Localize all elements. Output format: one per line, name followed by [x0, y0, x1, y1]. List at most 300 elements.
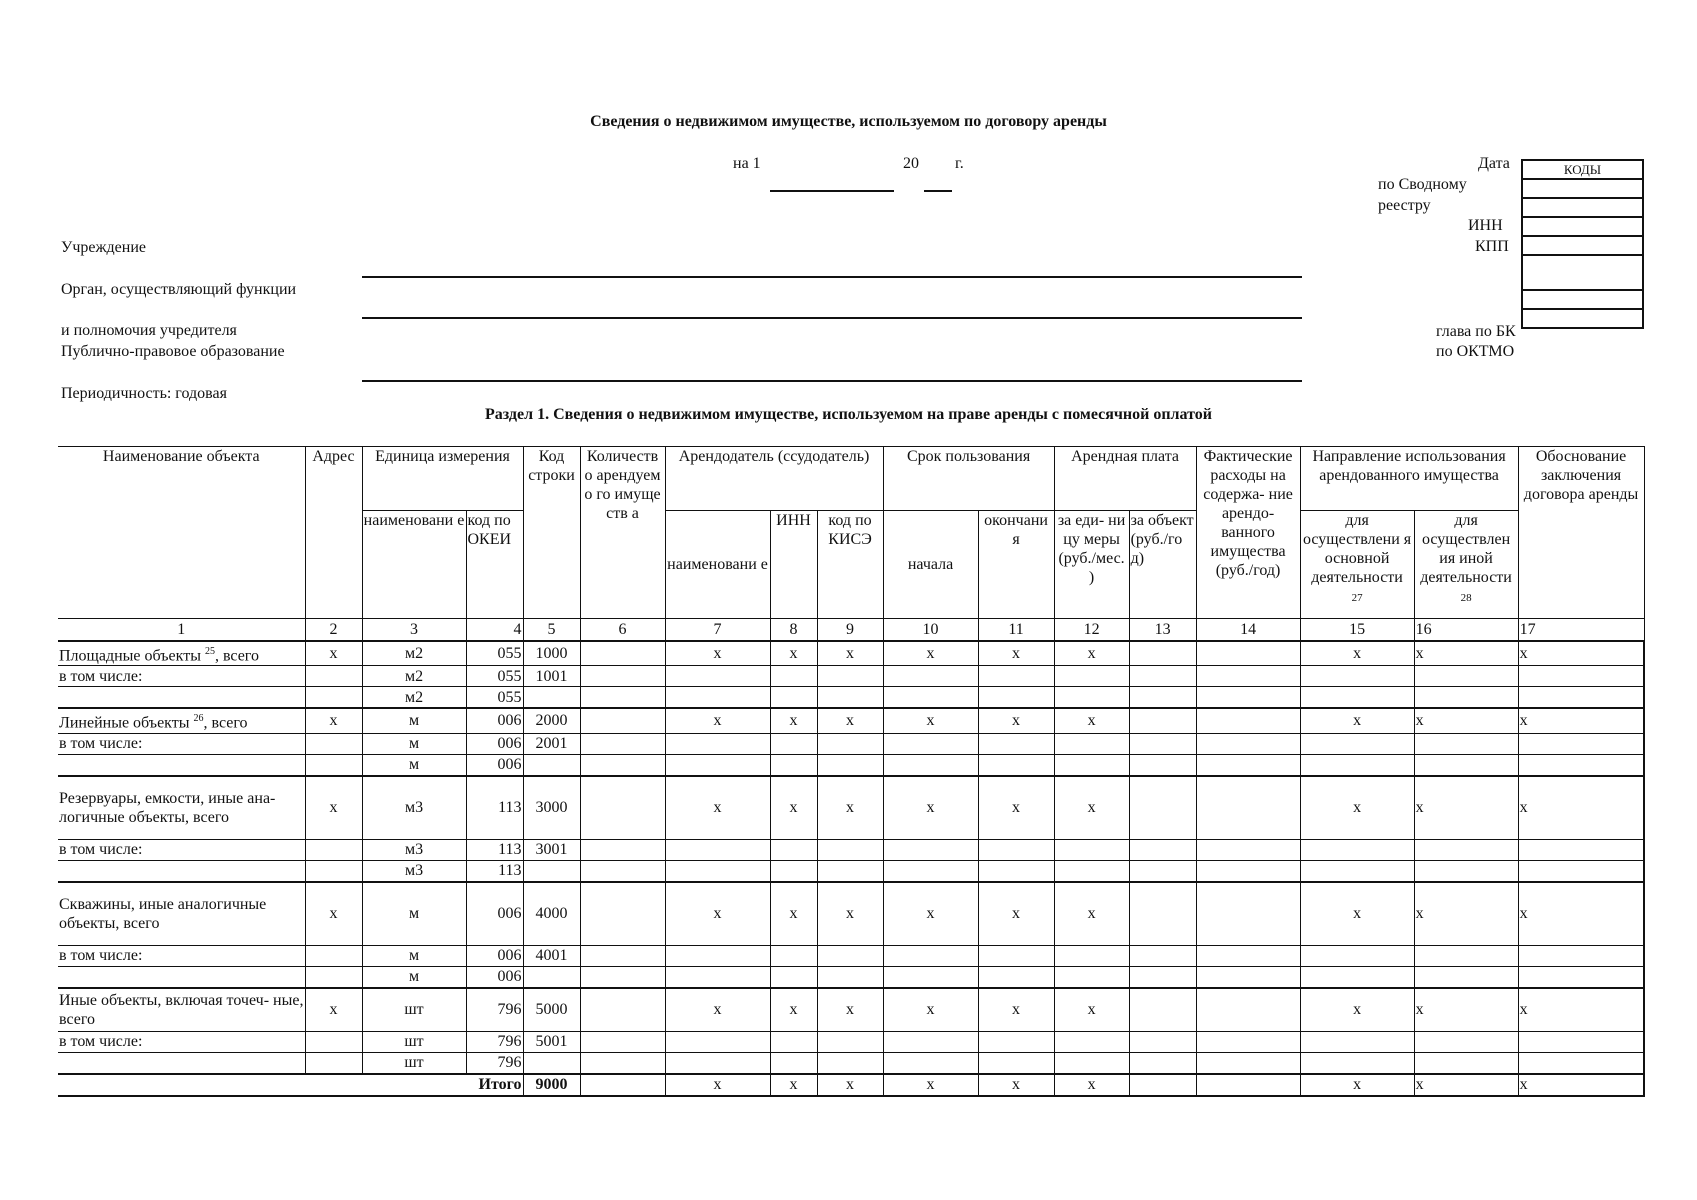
table-cell[interactable] — [1196, 666, 1300, 687]
table-cell[interactable] — [1054, 666, 1129, 687]
table-cell: 113 — [466, 776, 523, 840]
object-name-text: в том числе: — [59, 667, 143, 685]
column-number: 11 — [978, 619, 1054, 642]
hdr-unit-name: наименовани е — [362, 511, 466, 619]
table-cell[interactable] — [883, 754, 978, 776]
table-cell[interactable] — [883, 860, 978, 882]
date-day-line[interactable] — [770, 190, 894, 192]
hdr-lessor-inn: ИНН — [770, 511, 817, 619]
table-cell[interactable] — [817, 666, 883, 687]
table-cell[interactable] — [1414, 1052, 1518, 1074]
table-cell[interactable] — [817, 945, 883, 966]
code-date[interactable] — [1522, 179, 1643, 198]
table-cell: x — [770, 988, 817, 1032]
table-cell[interactable] — [1518, 666, 1644, 687]
table-cell — [523, 966, 580, 988]
table-cell — [523, 860, 580, 882]
table-cell: м — [362, 945, 466, 966]
table-cell[interactable] — [770, 945, 817, 966]
table-cell: x — [1414, 776, 1518, 840]
table-cell[interactable] — [883, 1031, 978, 1052]
table-cell[interactable] — [580, 882, 665, 946]
table-cell[interactable] — [1196, 839, 1300, 860]
table-cell: 4001 — [523, 945, 580, 966]
object-name-text: в том числе: — [59, 841, 143, 859]
table-cell: x — [665, 988, 770, 1032]
table-cell[interactable] — [580, 666, 665, 687]
table-cell[interactable] — [1129, 860, 1196, 882]
table-cell[interactable] — [580, 966, 665, 988]
table-cell[interactable] — [1518, 860, 1644, 882]
table-cell[interactable] — [665, 839, 770, 860]
table-cell[interactable] — [817, 1052, 883, 1074]
table-cell[interactable] — [1414, 666, 1518, 687]
column-number: 17 — [1518, 619, 1644, 642]
total-row — [58, 1074, 1644, 1096]
table-cell: x — [770, 641, 817, 666]
table-cell[interactable] — [1129, 776, 1196, 840]
table-cell — [305, 1052, 362, 1074]
table-cell[interactable] — [580, 776, 665, 840]
table-cell[interactable] — [883, 1052, 978, 1074]
total-x: x — [1414, 1074, 1518, 1096]
institution-line[interactable] — [362, 276, 1302, 278]
total-code: 9000 — [523, 1074, 580, 1096]
total-x: x — [978, 1074, 1054, 1096]
total-x: x — [665, 1074, 770, 1096]
table-cell[interactable] — [978, 839, 1054, 860]
table-cell[interactable] — [770, 666, 817, 687]
table-cell: 796 — [466, 1031, 523, 1052]
table-cell[interactable] — [770, 860, 817, 882]
table-cell[interactable] — [1129, 945, 1196, 966]
table-cell: 006 — [466, 708, 523, 733]
table-cell[interactable] — [1300, 733, 1414, 754]
table-cell[interactable] — [978, 733, 1054, 754]
table-cell[interactable] — [665, 966, 770, 988]
column-number: 7 — [665, 619, 770, 642]
table-cell: 113 — [466, 839, 523, 860]
table-cell[interactable] — [770, 839, 817, 860]
table-cell[interactable] — [580, 754, 665, 776]
table-cell: 1001 — [523, 666, 580, 687]
label-glava: глава по БК — [1436, 323, 1516, 340]
table-cell: x — [817, 882, 883, 946]
table-cell: x — [883, 776, 978, 840]
table-cell[interactable] — [1054, 966, 1129, 988]
table-cell: x — [1054, 776, 1129, 840]
table-cell[interactable] — [1518, 754, 1644, 776]
object-name — [58, 708, 305, 733]
code-kpp[interactable] — [1522, 236, 1643, 255]
table-cell: 2000 — [523, 708, 580, 733]
object-name-tail: , всего — [214, 647, 259, 665]
hdr-lessor: Арендодатель (ссудодатель) — [665, 447, 883, 511]
table-cell[interactable] — [1300, 945, 1414, 966]
object-name-text: Иные объекты, включая точеч- ные, всего — [59, 991, 304, 1028]
footnote-28: 28 — [1460, 592, 1472, 604]
table-cell[interactable] — [1196, 882, 1300, 946]
table-cell: 3001 — [523, 839, 580, 860]
table-cell[interactable] — [978, 966, 1054, 988]
footnote-mark: 26 — [193, 713, 204, 725]
table-cell: 5001 — [523, 1031, 580, 1052]
code-glava[interactable] — [1522, 290, 1643, 309]
column-number: 4 — [466, 619, 523, 642]
field-institution: Учреждение — [61, 239, 146, 256]
table-cell[interactable] — [580, 988, 665, 1032]
table-cell[interactable] — [883, 966, 978, 988]
column-number: 6 — [580, 619, 665, 642]
column-numbers-row — [58, 619, 1644, 642]
table-cell[interactable] — [1414, 860, 1518, 882]
table-cell: 796 — [466, 988, 523, 1032]
table-cell[interactable] — [1054, 839, 1129, 860]
table-cell[interactable] — [1129, 733, 1196, 754]
table-cell[interactable] — [1300, 1052, 1414, 1074]
table-cell[interactable] — [1300, 687, 1414, 709]
table-row — [58, 860, 1644, 882]
table-cell: м3 — [362, 839, 466, 860]
table-cell[interactable] — [1518, 1052, 1644, 1074]
hdr-lessor-name: наименовани е — [665, 511, 770, 619]
table-cell: x — [1414, 641, 1518, 666]
table-cell[interactable] — [1129, 1052, 1196, 1074]
table-row — [58, 776, 1644, 840]
date-year-line[interactable] — [924, 190, 952, 192]
object-name — [58, 1052, 305, 1074]
table-cell: x — [1518, 708, 1644, 733]
table-cell[interactable] — [1054, 1052, 1129, 1074]
table-row — [58, 1031, 1644, 1052]
table-cell[interactable] — [1129, 839, 1196, 860]
table-cell: 006 — [466, 882, 523, 946]
table-cell: м — [362, 966, 466, 988]
table-cell[interactable] — [978, 1031, 1054, 1052]
table-cell: x — [883, 882, 978, 946]
hdr-rent-object: за объект (руб./го д) — [1129, 511, 1196, 619]
table-cell[interactable] — [1300, 966, 1414, 988]
table-cell[interactable] — [978, 687, 1054, 709]
table-cell[interactable] — [665, 666, 770, 687]
table-cell[interactable] — [1414, 687, 1518, 709]
label-kpp: КПП — [1475, 238, 1509, 255]
total-cell[interactable] — [1129, 1074, 1196, 1096]
object-name-text: в том числе: — [59, 947, 143, 965]
table-cell[interactable] — [1196, 754, 1300, 776]
table-cell[interactable] — [580, 945, 665, 966]
footnote-27: 27 — [1351, 592, 1363, 604]
object-name-text: Резервуары, емкости, иные ана- логичные объекты, всего — [59, 789, 276, 826]
table-cell: 3000 — [523, 776, 580, 840]
table-cell: шт — [362, 1031, 466, 1052]
table-cell[interactable] — [1129, 882, 1196, 946]
total-x: x — [1518, 1074, 1644, 1096]
table-cell: x — [978, 988, 1054, 1032]
table-cell: м — [362, 708, 466, 733]
table-cell[interactable] — [1414, 839, 1518, 860]
table-cell: x — [305, 708, 362, 733]
table-cell[interactable] — [1518, 1031, 1644, 1052]
column-number: 12 — [1054, 619, 1129, 642]
public-entity-line[interactable] — [362, 380, 1302, 382]
table-cell[interactable] — [1196, 966, 1300, 988]
table-cell[interactable] — [1300, 754, 1414, 776]
table-row — [58, 988, 1644, 1032]
table-cell: x — [305, 641, 362, 666]
table-cell[interactable] — [1300, 860, 1414, 882]
table-cell: x — [1054, 988, 1129, 1032]
table-cell: x — [1518, 882, 1644, 946]
object-name — [58, 966, 305, 988]
table-cell: x — [665, 776, 770, 840]
table-cell[interactable] — [770, 966, 817, 988]
table-cell[interactable] — [817, 860, 883, 882]
table-cell — [305, 1031, 362, 1052]
table-cell[interactable] — [580, 1031, 665, 1052]
table-cell[interactable] — [1054, 860, 1129, 882]
codes-header: КОДЫ — [1522, 160, 1643, 179]
table-cell[interactable] — [1300, 839, 1414, 860]
hdr-dir-main — [1300, 511, 1414, 619]
table-cell[interactable] — [883, 733, 978, 754]
table-cell[interactable] — [1196, 641, 1300, 666]
table-cell[interactable] — [817, 733, 883, 754]
table-cell: x — [1300, 708, 1414, 733]
table-row — [58, 733, 1644, 754]
table-cell[interactable] — [978, 1052, 1054, 1074]
table-cell: x — [665, 641, 770, 666]
table-cell[interactable] — [1196, 988, 1300, 1032]
object-name-text: Линейные объекты — [59, 714, 190, 732]
table-cell[interactable] — [817, 687, 883, 709]
code-inn[interactable] — [1522, 217, 1643, 236]
table-cell[interactable] — [1054, 1031, 1129, 1052]
table-cell: x — [1054, 708, 1129, 733]
table-cell[interactable] — [1196, 776, 1300, 840]
table-cell[interactable] — [1300, 666, 1414, 687]
table-cell: м — [362, 882, 466, 946]
object-name — [58, 776, 305, 840]
table-cell[interactable] — [1414, 754, 1518, 776]
table-row — [58, 966, 1644, 988]
hdr-dir-other-text: для осуществлен ия иной деятельности — [1420, 512, 1512, 586]
total-cell[interactable] — [580, 1074, 665, 1096]
column-number: 14 — [1196, 619, 1300, 642]
table-cell[interactable] — [817, 1031, 883, 1052]
table-cell: x — [665, 708, 770, 733]
table-cell: м2 — [362, 666, 466, 687]
table-cell[interactable] — [770, 687, 817, 709]
code-organ[interactable] — [1522, 255, 1643, 290]
table-cell: x — [1414, 988, 1518, 1032]
table-cell[interactable] — [1300, 1031, 1414, 1052]
table-cell: 006 — [466, 945, 523, 966]
table-cell[interactable] — [665, 1031, 770, 1052]
table-cell: x — [883, 708, 978, 733]
table-cell[interactable] — [770, 1052, 817, 1074]
table-cell: x — [1518, 641, 1644, 666]
hdr-term-end: окончани я — [978, 511, 1054, 619]
hdr-code-line: Код строки — [523, 447, 580, 619]
table-cell: x — [978, 882, 1054, 946]
table-cell[interactable] — [580, 641, 665, 666]
object-name — [58, 945, 305, 966]
code-svod[interactable] — [1522, 198, 1643, 217]
table-cell: x — [978, 776, 1054, 840]
code-oktmo[interactable] — [1522, 309, 1643, 328]
object-name-text: Площадные объекты — [59, 647, 201, 665]
table-cell[interactable] — [1196, 860, 1300, 882]
table-cell: шт — [362, 1052, 466, 1074]
object-name-text: Скважины, иные аналогичные объекты, всего — [59, 895, 267, 932]
field-organ-1: Орган, осуществляющий функции — [61, 281, 297, 298]
table-cell[interactable] — [978, 754, 1054, 776]
table-cell[interactable] — [883, 839, 978, 860]
table-cell[interactable] — [1129, 754, 1196, 776]
table-cell[interactable] — [1414, 1031, 1518, 1052]
table-cell: x — [770, 708, 817, 733]
table-cell[interactable] — [883, 687, 978, 709]
total-label: Итого — [58, 1074, 523, 1096]
table-cell[interactable] — [1129, 1031, 1196, 1052]
table-cell[interactable] — [665, 754, 770, 776]
table-cell[interactable] — [1196, 1052, 1300, 1074]
table-cell: x — [1300, 776, 1414, 840]
table-cell[interactable] — [1414, 733, 1518, 754]
table-cell[interactable] — [580, 687, 665, 709]
rent-table — [58, 446, 1645, 1097]
table-cell[interactable] — [1196, 687, 1300, 709]
object-name — [58, 641, 305, 666]
table-cell[interactable] — [1129, 966, 1196, 988]
table-cell[interactable] — [665, 733, 770, 754]
table-cell — [305, 839, 362, 860]
table-cell[interactable] — [1518, 966, 1644, 988]
table-cell[interactable] — [1054, 687, 1129, 709]
table-cell[interactable] — [817, 839, 883, 860]
table-cell: x — [1300, 988, 1414, 1032]
date-year-suffix: г. — [955, 155, 964, 172]
total-x: x — [770, 1074, 817, 1096]
table-cell[interactable] — [883, 666, 978, 687]
table-cell[interactable] — [580, 839, 665, 860]
table-cell[interactable] — [1196, 708, 1300, 733]
total-x: x — [1054, 1074, 1129, 1096]
object-name — [58, 882, 305, 946]
table-cell: x — [883, 988, 978, 1032]
field-public-entity: Публично-правовое образование — [61, 343, 285, 360]
table-cell[interactable] — [580, 708, 665, 733]
label-svod-2: реестру — [1378, 197, 1431, 214]
table-cell: м2 — [362, 687, 466, 709]
table-cell[interactable] — [978, 860, 1054, 882]
table-cell[interactable] — [1054, 733, 1129, 754]
footnote-mark: 25 — [204, 646, 215, 657]
table-cell[interactable] — [1054, 945, 1129, 966]
table-cell[interactable] — [1129, 708, 1196, 733]
table-cell: 055 — [466, 687, 523, 709]
table-cell[interactable] — [1414, 966, 1518, 988]
table-cell — [523, 687, 580, 709]
table-cell[interactable] — [665, 1052, 770, 1074]
table-cell[interactable] — [665, 687, 770, 709]
table-cell: 006 — [466, 754, 523, 776]
table-cell: x — [305, 776, 362, 840]
table-row — [58, 945, 1644, 966]
table-cell: 1000 — [523, 641, 580, 666]
table-cell[interactable] — [665, 945, 770, 966]
table-cell[interactable] — [1518, 687, 1644, 709]
table-cell[interactable] — [1129, 687, 1196, 709]
table-cell — [305, 754, 362, 776]
table-cell[interactable] — [665, 860, 770, 882]
section-title: Раздел 1. Сведения о недвижимом имуществе, используемом на праве аренды с помесячной оплатой — [485, 406, 1212, 423]
table-cell[interactable] — [1518, 733, 1644, 754]
table-cell[interactable] — [1196, 733, 1300, 754]
hdr-term: Срок пользования — [883, 447, 1054, 511]
table-row — [58, 687, 1644, 709]
table-cell[interactable] — [1518, 839, 1644, 860]
field-periodicity: Периодичность: годовая — [61, 385, 227, 402]
organ-line[interactable] — [362, 317, 1302, 319]
table-cell[interactable] — [770, 733, 817, 754]
total-x: x — [883, 1074, 978, 1096]
table-cell[interactable] — [1129, 666, 1196, 687]
total-cell[interactable] — [1196, 1074, 1300, 1096]
table-cell[interactable] — [770, 754, 817, 776]
total-x: x — [817, 1074, 883, 1096]
column-number: 15 — [1300, 619, 1414, 642]
table-cell[interactable] — [883, 945, 978, 966]
table-cell[interactable] — [580, 733, 665, 754]
object-name — [58, 733, 305, 754]
table-cell[interactable] — [1129, 988, 1196, 1032]
table-cell[interactable] — [978, 945, 1054, 966]
column-number: 8 — [770, 619, 817, 642]
table-row — [58, 839, 1644, 860]
table-cell[interactable] — [978, 666, 1054, 687]
object-name-tail: , всего — [203, 714, 248, 732]
table-cell: 2001 — [523, 733, 580, 754]
codes-box — [1521, 159, 1644, 329]
table-cell[interactable] — [817, 966, 883, 988]
table-cell[interactable] — [817, 754, 883, 776]
table-cell[interactable] — [770, 1031, 817, 1052]
object-name — [58, 754, 305, 776]
table-cell: 796 — [466, 1052, 523, 1074]
table-cell: x — [305, 988, 362, 1032]
table-cell[interactable] — [1196, 945, 1300, 966]
table-cell: x — [1414, 708, 1518, 733]
table-row — [58, 708, 1644, 733]
table-cell[interactable] — [1054, 754, 1129, 776]
table-cell: 006 — [466, 733, 523, 754]
table-cell: x — [1054, 882, 1129, 946]
column-number: 3 — [362, 619, 466, 642]
table-cell[interactable] — [580, 860, 665, 882]
column-number: 13 — [1129, 619, 1196, 642]
table-cell[interactable] — [1518, 945, 1644, 966]
table-cell: м — [362, 733, 466, 754]
table-cell: x — [817, 988, 883, 1032]
table-cell[interactable] — [1414, 945, 1518, 966]
table-cell[interactable] — [1129, 641, 1196, 666]
table-cell[interactable] — [1196, 1031, 1300, 1052]
field-organ-2: и полномочия учредителя — [61, 322, 237, 339]
table-cell[interactable] — [580, 1052, 665, 1074]
form-title: Сведения о недвижимом имуществе, используемом по договору аренды — [590, 113, 1107, 130]
